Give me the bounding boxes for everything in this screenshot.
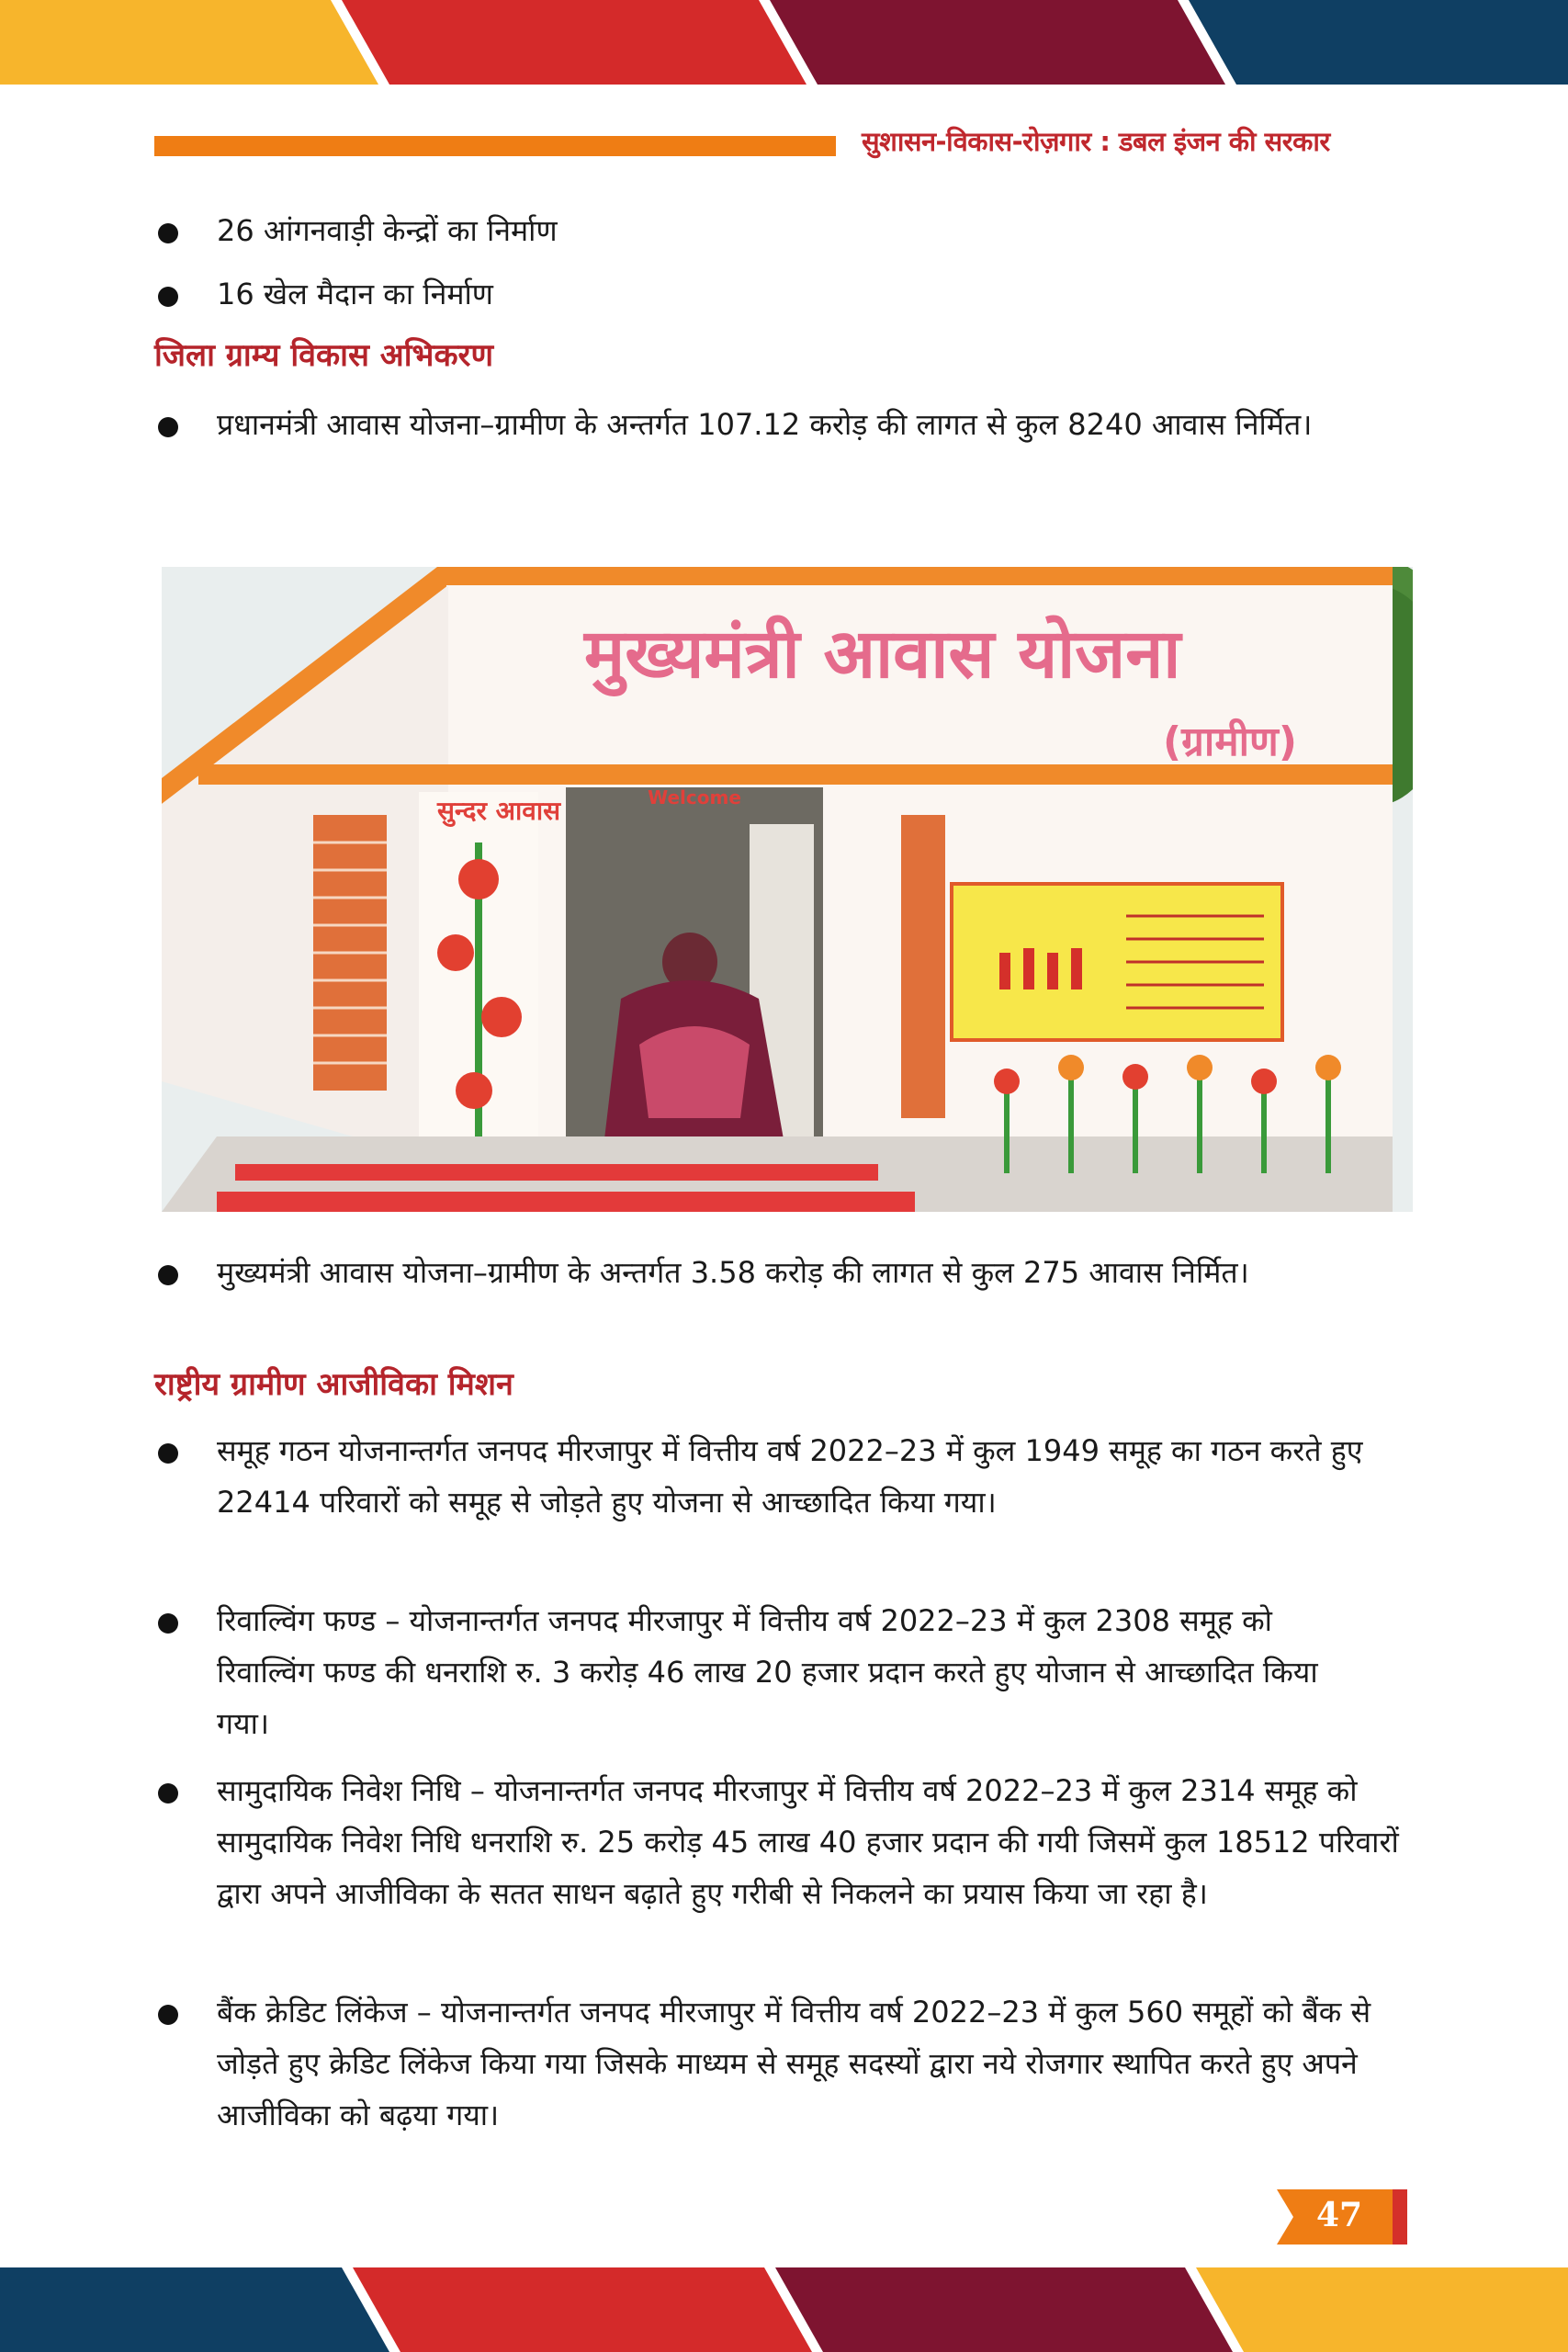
bottom-band-graphic — [0, 2267, 1568, 2352]
bullet-text: 26 आंगनवाड़ी केन्द्रों का निर्माण — [217, 213, 558, 248]
list-item — [154, 268, 1422, 320]
bullet-dot — [158, 2005, 178, 2025]
header-orange-rule — [154, 136, 836, 156]
section-heading: जिला ग्राम्य विकास अभिकरण — [154, 337, 494, 374]
top-band-red — [342, 0, 807, 85]
running-title: सुशासन-विकास-रोज़गार : डबल इंजन की सरकार — [862, 126, 1330, 157]
bullet-dot — [158, 1265, 178, 1285]
list-item — [154, 399, 1385, 450]
pillar-text: सुन्दर आवास — [437, 796, 561, 826]
bullet-text: बैंक क्रेडिट लिंकेज – योजनान्तर्गत जनपद मीरजापुर में वित्तीय वर्ष 2022–23 में कुल 560 समूहों को बैंक से जोड़ते हुए क्रेडिट लिंकेज किया गया जिसके माध्यम से समूह सदस्यों द्वारा नये रोजगार स्थापित करते हुए अपने आजीविका को बढ़या गया। — [217, 1995, 1371, 2132]
list-item — [154, 1595, 1367, 1749]
list-item — [154, 1247, 1367, 1298]
bullet-text: 16 खेल मैदान का निर्माण — [217, 277, 493, 311]
bullet-text: प्रधानमंत्री आवास योजना–ग्रामीण के अन्तर्गत 107.12 करोड़ की लागत से कुल 8240 आवास निर्मित। — [217, 407, 1313, 442]
bottom-band-maroon — [775, 2267, 1233, 2352]
bullet-dot — [158, 1613, 178, 1634]
list-item — [154, 1425, 1422, 1528]
page-number: 47 — [1315, 2196, 1363, 2234]
top-band-navy — [1189, 0, 1568, 85]
list-item — [154, 1986, 1404, 2141]
bottom-band-navy — [0, 2267, 389, 2352]
bullet-dot — [158, 1783, 178, 1804]
wall-subtitle: (ग्रामीण) — [1163, 718, 1297, 765]
housing-scheme-photo — [162, 567, 1413, 1212]
top-band-yellow — [0, 0, 378, 85]
bullet-dot — [158, 417, 178, 437]
top-color-band — [0, 0, 1568, 85]
bullet-dot — [158, 223, 178, 243]
section-heading: राष्ट्रीय ग्रामीण आजीविका मिशन — [154, 1366, 513, 1403]
bullet-dot — [158, 287, 178, 307]
door-text: Welcome — [648, 786, 741, 808]
top-band-graphic — [0, 0, 1568, 85]
house-illustration — [162, 567, 1413, 1212]
bottom-band-yellow — [1196, 2267, 1568, 2352]
list-item — [154, 205, 1422, 256]
bottom-band-red — [353, 2267, 812, 2352]
wall-title: मुख्यमंत्री आवास योजना — [584, 615, 1181, 694]
bullet-text: सामुदायिक निवेश निधि – योजनान्तर्गत जनपद मीरजापुर में वित्तीय वर्ष 2022–23 में कुल 2314 समूह को सामुदायिक निवेश निधि धनराशि रु. 25 करोड़ 45 लाख 40 हजार प्रदान की गयी जिसमें कुल 18512 परिवारों द्वारा अपने आजीविका के सतत साधन बढ़ाते हुए गरीबी से निकलने का प्रयास किया जा रहा है। — [217, 1773, 1399, 1911]
bullet-text: समूह गठन योजनान्तर्गत जनपद मीरजापुर में वित्तीय वर्ष 2022–23 में कुल 1949 समूह का गठन करते हुए 22414 परिवारों को समूह से जोड़ते हुए योजना से आच्छादित किया गया। — [217, 1433, 1363, 1520]
bullet-dot — [158, 1443, 178, 1464]
list-item — [154, 1765, 1422, 1919]
bullet-text: रिवाल्विंग फण्ड – योजनान्तर्गत जनपद मीरजापुर में वित्तीय वर्ष 2022–23 में कुल 2308 समूह को रिवाल्विंग फण्ड की धनराशि रु. 3 करोड़ 46 लाख 20 हजार प्रदान करते हुए योजान से आच्छादित किया गया। — [217, 1603, 1318, 1741]
bottom-color-band — [0, 2267, 1568, 2352]
top-band-maroon — [770, 0, 1225, 85]
bullet-text: मुख्यमंत्री आवास योजना–ग्रामीण के अन्तर्गत 3.58 करोड़ की लागत से कुल 275 आवास निर्मित। — [217, 1255, 1249, 1290]
